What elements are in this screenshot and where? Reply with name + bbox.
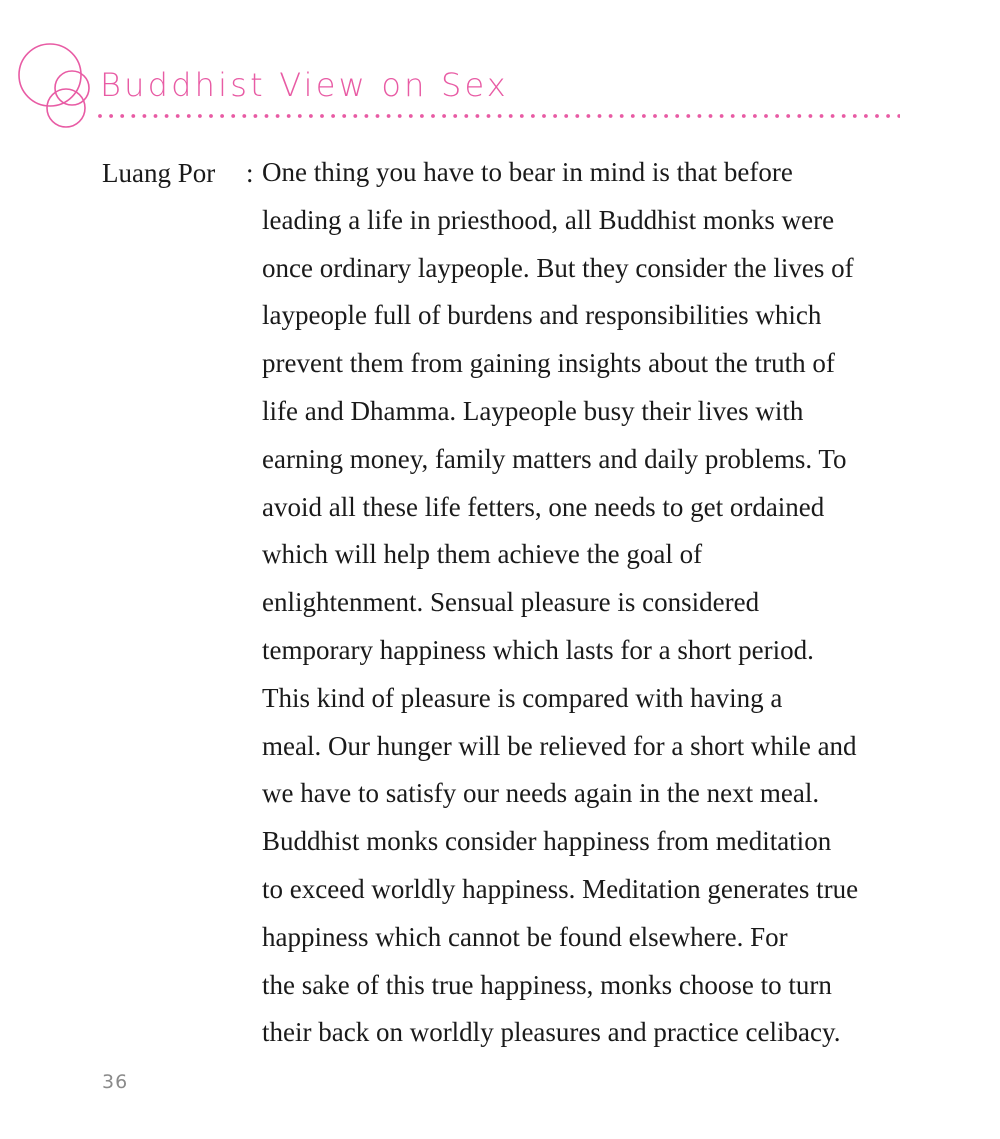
divider-dot <box>564 114 568 118</box>
divider-dot <box>487 114 491 118</box>
divider-dot <box>498 114 502 118</box>
divider-dot <box>531 114 535 118</box>
overlapping-circles-icon <box>14 40 104 135</box>
divider-dot <box>365 114 369 118</box>
divider-dot <box>353 114 357 118</box>
divider-dot <box>575 114 579 118</box>
divider-dot <box>176 114 180 118</box>
divider-dot <box>720 114 724 118</box>
page-number: 36 <box>102 1071 129 1093</box>
divider-dot <box>731 114 735 118</box>
speaker-name: Luang Por <box>102 158 216 188</box>
divider-dot <box>509 114 513 118</box>
divider-dot <box>831 114 835 118</box>
divider-dot <box>398 114 402 118</box>
divider-dot <box>598 114 602 118</box>
text-line: Buddhist monks consider happiness from meditation <box>262 826 832 857</box>
text-line: laypeople full of burdens and responsibilities which <box>262 300 822 331</box>
divider-dot <box>109 114 113 118</box>
text-line: the sake of this true happiness, monks choose to turn <box>262 969 832 1000</box>
divider-dot <box>820 114 824 118</box>
text-line: happiness which cannot be found elsewhere. For <box>262 921 788 952</box>
divider-dot <box>231 114 235 118</box>
divider-dot <box>276 114 280 118</box>
divider-dot <box>342 114 346 118</box>
divider-dot <box>120 114 124 118</box>
page-title: Buddhist View on Sex <box>100 66 509 104</box>
divider-dot <box>220 114 224 118</box>
text-line: meal. Our hunger will be relieved for a short while and <box>262 730 857 761</box>
speaker-separator: : <box>246 158 254 188</box>
text-line: earning money, family matters and daily problems. To <box>262 443 847 474</box>
text-line: leading a life in priesthood, all Buddhist monks were <box>262 204 835 235</box>
divider-dot <box>254 114 258 118</box>
divider-dot <box>242 114 246 118</box>
dotted-divider <box>98 110 900 122</box>
divider-dot <box>298 114 302 118</box>
divider-dot <box>875 114 879 118</box>
divider-dot <box>98 114 102 118</box>
divider-dot <box>520 114 524 118</box>
divider-dot <box>198 114 202 118</box>
divider-dot <box>809 114 813 118</box>
divider-dot <box>709 114 713 118</box>
text-line: temporary happiness which lasts for a short period. <box>262 634 814 665</box>
divider-dot <box>587 114 591 118</box>
divider-dot <box>420 114 424 118</box>
divider-dot <box>143 114 147 118</box>
divider-dot <box>165 114 169 118</box>
divider-dot <box>742 114 746 118</box>
text-line: This kind of pleasure is compared with having a <box>262 682 783 713</box>
divider-dot <box>764 114 768 118</box>
divider-dot <box>620 114 624 118</box>
text-line: to exceed worldly happiness. Meditation generates true <box>262 873 859 904</box>
divider-dot <box>886 114 890 118</box>
divider-dot <box>698 114 702 118</box>
divider-dot <box>897 114 900 118</box>
divider-dot <box>864 114 868 118</box>
divider-dot <box>431 114 435 118</box>
text-line: which will help them achieve the goal of <box>262 539 703 570</box>
divider-dot <box>842 114 846 118</box>
divider-dot <box>387 114 391 118</box>
text-line: we have to satisfy our needs again in the next meal. <box>262 778 820 809</box>
divider-dot <box>753 114 757 118</box>
divider-dot <box>686 114 690 118</box>
divider-dot <box>786 114 790 118</box>
divider-dot <box>320 114 324 118</box>
divider-dot <box>187 114 191 118</box>
text-line: their back on worldly pleasures and practice celibacy. <box>262 1017 841 1048</box>
divider-dot <box>553 114 557 118</box>
divider-dot <box>609 114 613 118</box>
divider-dot <box>209 114 213 118</box>
divider-dot <box>309 114 313 118</box>
divider-dot <box>453 114 457 118</box>
divider-dot <box>631 114 635 118</box>
divider-dot <box>653 114 657 118</box>
text-line: life and Dhamma. Laypeople busy their lives with <box>262 395 804 426</box>
divider-dot <box>376 114 380 118</box>
divider-dot <box>409 114 413 118</box>
divider-dot <box>642 114 646 118</box>
dialogue-text <box>262 149 962 1057</box>
divider-dot <box>331 114 335 118</box>
divider-dot <box>775 114 779 118</box>
text-line: avoid all these life fetters, one needs to get ordained <box>262 491 825 522</box>
divider-dot <box>464 114 468 118</box>
divider-dot <box>265 114 269 118</box>
text-line: enlightenment. Sensual pleasure is considered <box>262 587 760 618</box>
divider-dot <box>664 114 668 118</box>
divider-dot <box>542 114 546 118</box>
text-line: One thing you have to bear in mind is that before <box>262 157 793 187</box>
text-line: once ordinary laypeople. But they consider the lives of <box>262 252 854 283</box>
text-line: prevent them from gaining insights about the truth of <box>262 348 835 379</box>
divider-dot <box>476 114 480 118</box>
divider-dot <box>131 114 135 118</box>
divider-dot <box>797 114 801 118</box>
divider-dot <box>442 114 446 118</box>
divider-dot <box>287 114 291 118</box>
divider-dot <box>853 114 857 118</box>
divider-dot <box>154 114 158 118</box>
divider-dot <box>675 114 679 118</box>
